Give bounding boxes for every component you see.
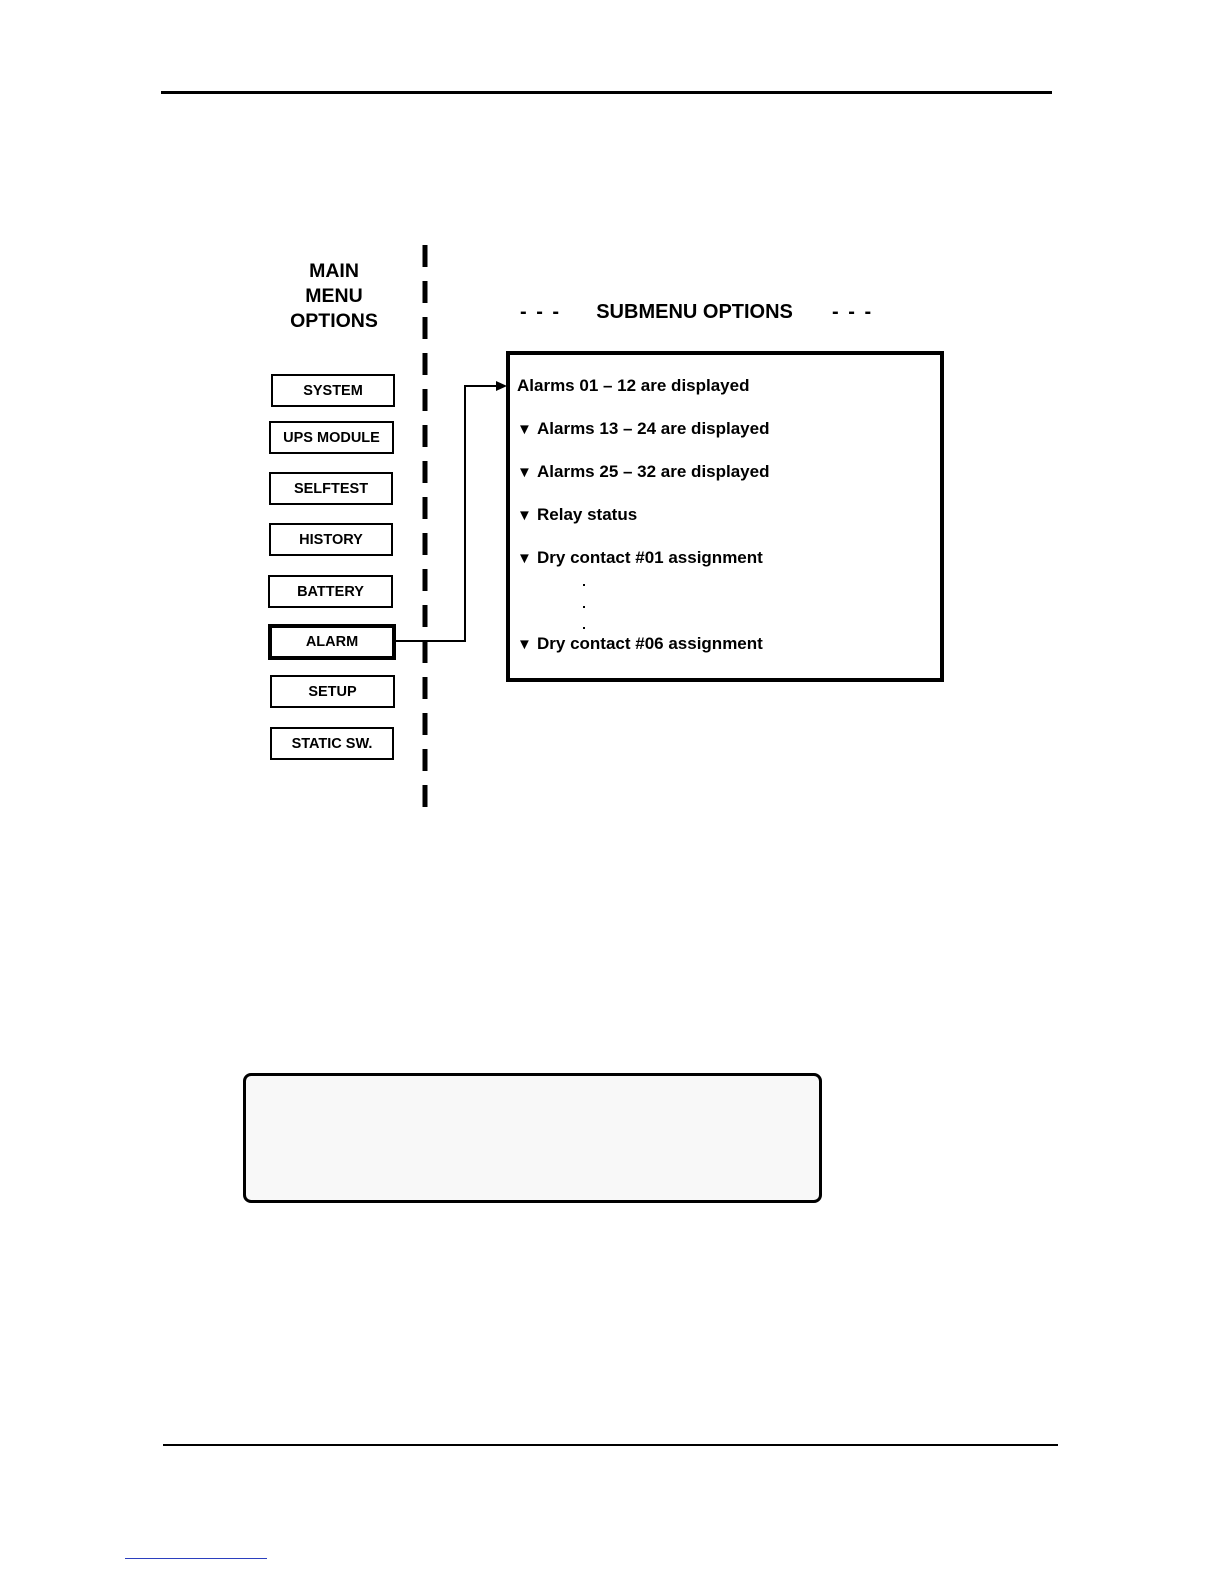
menu-button-history[interactable] [269, 523, 393, 556]
submenu-item-label: Dry contact #01 assignment [537, 548, 763, 567]
menu-button-label: SYSTEM [303, 382, 363, 399]
submenu-title-text: SUBMENU OPTIONS [596, 301, 793, 323]
ellipsis-dot [583, 627, 585, 629]
alarm-connector-line [396, 386, 500, 641]
down-arrow-icon: ▼ [517, 507, 532, 524]
down-arrow-icon: ▼ [517, 464, 532, 481]
menu-button-static-sw[interactable] [270, 727, 394, 760]
note-box [243, 1073, 822, 1203]
down-arrow-icon: ▼ [517, 550, 532, 567]
submenu-item[interactable] [517, 462, 769, 482]
down-arrow-icon: ▼ [517, 421, 532, 438]
menu-button-label: SETUP [308, 683, 357, 700]
submenu-title-dashes-left: - - - [520, 301, 562, 323]
submenu-item[interactable] [517, 376, 749, 396]
footer-link-underline[interactable] [125, 1558, 267, 1559]
menu-button-label: HISTORY [299, 531, 363, 548]
submenu-item[interactable] [517, 419, 769, 439]
ellipsis-dot [583, 606, 585, 608]
submenu-options-box [506, 351, 944, 682]
menu-button-system[interactable] [271, 374, 395, 407]
submenu-title-dashes-right: - - - [832, 301, 874, 323]
menu-button-selftest[interactable] [269, 472, 393, 505]
ellipsis-dot [583, 584, 585, 586]
submenu-item-label: Alarms 25 – 32 are displayed [537, 462, 770, 481]
menu-button-label: BATTERY [297, 583, 364, 600]
menu-button-alarm[interactable] [268, 624, 396, 660]
menu-button-label: UPS MODULE [283, 429, 380, 446]
menu-button-label: SELFTEST [293, 480, 369, 497]
main-menu-title: MAIN MENU OPTIONS [290, 260, 378, 332]
submenu-item-label: Relay status [537, 505, 638, 524]
menu-button-setup[interactable] [270, 675, 395, 708]
down-arrow-icon: ▼ [517, 636, 532, 653]
submenu-item[interactable] [517, 505, 637, 525]
footer-rule [163, 1444, 1058, 1446]
submenu-item-label: Dry contact #06 assignment [537, 634, 763, 653]
menu-button-label: STATIC SW. [291, 735, 373, 752]
menu-button-label: ALARM [305, 634, 359, 650]
submenu-item-label: Alarms 13 – 24 are displayed [537, 419, 770, 438]
submenu-item[interactable] [517, 634, 763, 654]
submenu-item[interactable] [517, 548, 763, 568]
menu-button-battery[interactable] [268, 575, 393, 608]
submenu-title [520, 301, 873, 324]
menu-button-ups-module[interactable] [269, 421, 394, 454]
submenu-item-label: Alarms 01 – 12 are displayed [517, 376, 750, 395]
